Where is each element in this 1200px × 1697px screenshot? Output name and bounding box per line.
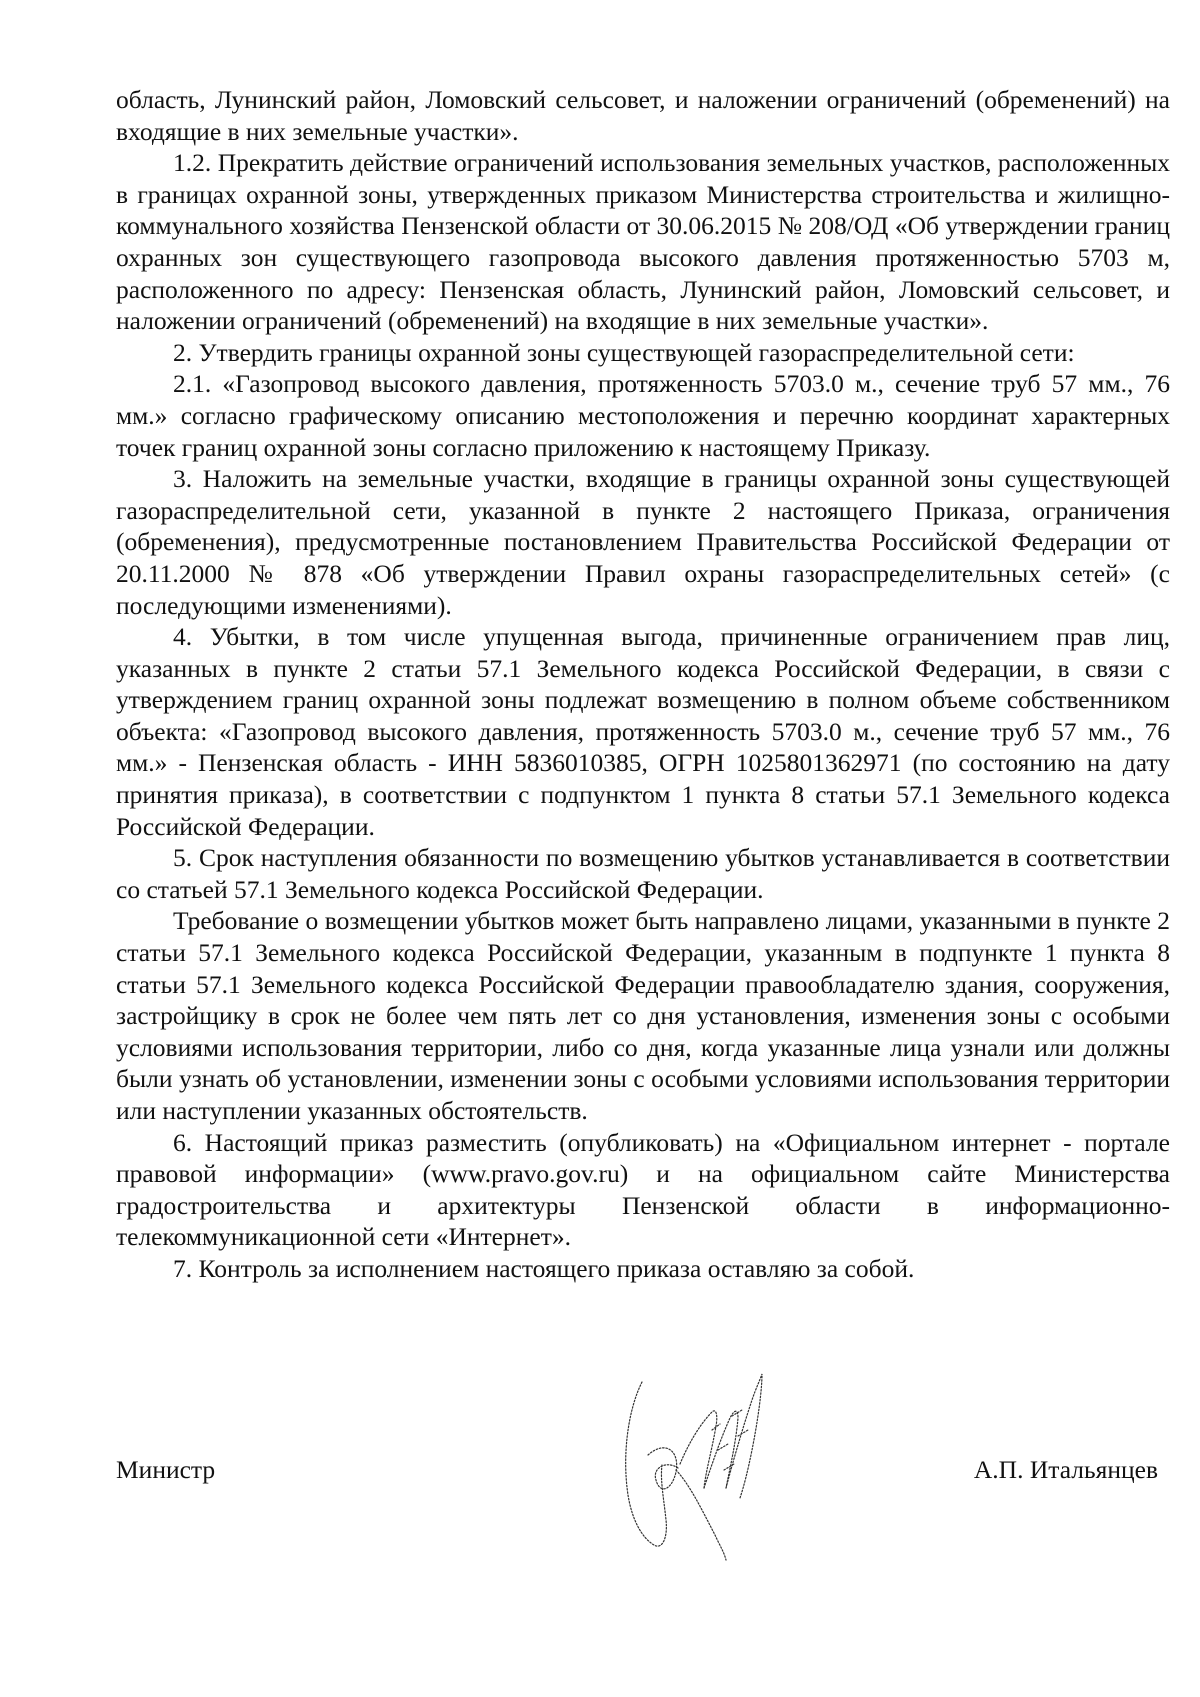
paragraph-continuation: область, Лунинский район, Ломовский сельсовет, и наложении ограничений (обременений) на входящие в них земельные участки». <box>116 85 1170 146</box>
paragraph-6: 6. Настоящий приказ разместить (опубликовать) на «Официальном интернет - портале правовой информации» (www.pravo.gov.ru) и на официальном сайте Министерства градостроительства и архитектуры Пензенской области в информационно-телекоммуникационной сети «Интернет». <box>116 1127 1170 1252</box>
paragraph-5-claim: Требование о возмещении убытков может быть направлено лицами, указанными в пункте 2 статьи 57.1 Земельного кодекса Российской Федерации, указанным в подпункте 1 пункта 8 статьи 57.1 Земельного кодекса Российской Федерации правообладателю здания, сооружения, застройщику в срок не более чем пять лет со дня установления, изменения зоны с особыми условиями использования территории, либо со дня, когда указанные лица узнали или должны были узнать об установлении, изменении зоны с особыми условиями использования территории или наступлении указанных обстоятельств. <box>116 906 1170 1125</box>
paragraph-3: 3. Наложить на земельные участки, входящие в границы охранной зоны существующей газораспределительной сети, указанной в пункте 2 настоящего Приказа, ограничения (обременения), предусмотренные постановлением Правительства Российской Федерации от 20.11.2000 № 878 «Об утверждении Правил охраны газораспределительных сетей» (с последующими изменениями). <box>116 464 1170 620</box>
position-title: Министр <box>116 1455 216 1484</box>
paragraph-2-1: 2.1. «Газопровод высокого давления, протяженность 5703.0 м., сечение труб 57 мм., 76 мм.» согласно графическому описанию местоположения и перечню координат характерных точек границ охранной зоны согласно приложению к настоящему Приказу. <box>116 369 1170 462</box>
paragraph-5: 5. Срок наступления обязанности по возмещению убытков устанавливается в соответствии со статьей 57.1 Земельного кодекса Российской Федерации. <box>116 843 1170 904</box>
paragraph-4: 4. Убытки, в том числе упущенная выгода, причиненные ограничением прав лиц, указанных в пункте 2 статьи 57.1 Земельного кодекса Российской Федерации, в связи с утверждением границ охранной зоны подлежат возмещению в полном объеме собственником объекта: «Газопровод высокого давления, протяженность 5703.0 м., сечение труб 57 мм., 76 мм.» - Пензенская область - ИНН 5836010385, ОГРН 1025801362971 (по состоянию на дату принятия приказа), в соответствии с подпунктом 1 пункта 8 статьи 57.1 Земельного кодекса Российской Федерации. <box>116 622 1170 841</box>
paragraph-1-2: 1.2. Прекратить действие ограничений использования земельных участков, расположенных в границах охранной зоны, утвержденных приказом Министерства строительства и жилищно-коммунального хозяйства Пензенской области от 30.06.2015 № 208/ОД «Об утверждении границ охранных зон существующего газопровода высокого давления протяженностью 5703 м, расположенного по адресу: Пензенская область, Лунинский район, Ломовский сельсовет, и наложении ограничений (обременений) на входящие в них земельные участки». <box>116 148 1170 336</box>
signatory-name: А.П. Итальянцев <box>973 1455 1158 1484</box>
paragraph-7: 7. Контроль за исполнением настоящего приказа оставляю за собой. <box>173 1253 915 1283</box>
paragraph-2: 2. Утвердить границы охранной зоны существующей газораспределительной сети: <box>173 337 1075 367</box>
signature-block <box>116 1455 1170 1495</box>
document-body <box>116 84 1170 1285</box>
